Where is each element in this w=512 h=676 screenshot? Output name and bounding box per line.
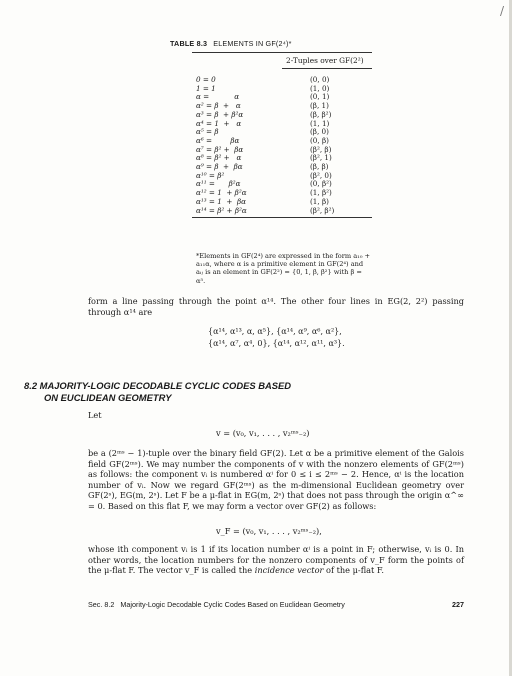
table-row-tuple: (1, 0)	[310, 83, 330, 93]
table-row-power: α⁶ = βα	[196, 135, 240, 145]
page-number: 227	[452, 600, 464, 609]
table-row-power: α² = β + α	[196, 101, 241, 111]
table-row-tuple: (β, 1)	[310, 101, 329, 111]
section-heading-line-1: 8.2 MAJORITY-LOGIC DECODABLE CYCLIC CODES BASED	[24, 380, 292, 391]
paragraph-galois-field: be a (2ᵐˢ − 1)-tuple over the binary field GF(2). Let α be a primitive element of the Galois field GF(2ᵐˢ). We may number the components of v with the nonzero elements of GF(2ᵐˢ) as follows: the component vᵢ is numbered αⁱ for 0 ≤ i ≤ 2ᵐˢ − 2. Hence, αⁱ is the location number of vᵢ. Now we regard GF(2ᵐˢ) as the m-dimensional Euclidean geometry over GF(2ˢ), EG(m, 2ˢ). Let F be a μ-flat in EG(m, 2ˢ) that does not pass through the origin α^∞ = 0. Based on this flat F, we may form a vector over GF(2) as follows:	[88, 448, 464, 511]
table-row-power: 1 = 1	[196, 83, 216, 93]
v-equation: v = (v₀, v₁, . . . , v₂ᵐˢ₋₂)	[216, 428, 310, 438]
corner-pencil-mark: /	[499, 4, 504, 18]
table-label: TABLE 8.3	[170, 39, 208, 48]
table-row-tuple: (1, β²)	[310, 188, 332, 198]
table-row-tuple: (β, β²)	[310, 109, 332, 119]
paragraph-lines-through-point: form a line passing through the point α¹⁴. The other four lines in EG(2, 2²) passing through α¹⁴ are	[88, 296, 464, 317]
table-row-power: α⁵ = β	[196, 127, 219, 137]
table-row-power: α = α	[196, 92, 240, 102]
lines-display	[208, 326, 345, 350]
table-row-power: 0 = 0	[196, 75, 216, 84]
table-row-power: α¹⁴ = β² + β²α	[196, 205, 247, 215]
lines-row-2: {α¹⁴, α⁷, α⁴, 0}, {α¹⁴, α¹², α¹¹, α³}.	[208, 339, 345, 348]
table-row-power: α⁴ = 1 + α	[196, 118, 242, 128]
table-row-power: α¹⁰ = β²	[196, 170, 225, 180]
table-column-header: 2-Tuples over GF(2²)	[286, 56, 364, 65]
incidence-vector-term: incidence vector	[254, 565, 324, 575]
table-row-power: α⁷ = β² + βα	[196, 144, 244, 154]
table-row-tuple: (β², β)	[310, 144, 332, 154]
footer-title: Majority-Logic Decodable Cyclic Codes Based on Euclidean Geometry	[120, 600, 345, 609]
table-row-tuple: (β, β)	[310, 162, 329, 172]
table-row-tuple: (0, β²)	[310, 179, 332, 189]
page-footer	[88, 600, 464, 609]
let-word: Let	[88, 410, 102, 420]
section-heading-line-2: ON EUCLIDEAN GEOMETRY	[44, 392, 172, 403]
table-row-tuple: (1, 1)	[310, 118, 330, 128]
table-title: ELEMENTS IN GF(2⁴)*	[213, 39, 292, 48]
table-row-tuple: (β², 0)	[310, 170, 332, 180]
table-row-tuple: (β², β²)	[310, 205, 335, 215]
table-bottom-rule	[192, 217, 372, 218]
table-tuple-column	[310, 76, 334, 215]
table-header-rule	[282, 68, 372, 69]
table-footnote: *Elements in GF(2⁴) are expressed in the form a₁₀ + a₁₁α, where α is a primitive element in GF(2⁴) and aᵢⱼ is an element in GF(2²) = {0, 1, β, β²} with β = α⁵.	[196, 252, 371, 285]
para3-end: of the μ-flat F.	[323, 565, 384, 575]
table-top-rule	[192, 52, 372, 53]
table-caption	[170, 39, 292, 48]
table-row-tuple: (0, 0)	[310, 75, 330, 84]
table-row-tuple: (β², 1)	[310, 153, 332, 163]
section-heading	[24, 380, 291, 404]
paragraph-incidence-vector	[88, 544, 464, 576]
table-row-tuple: (1, β)	[310, 196, 329, 206]
vf-equation: v_F = (v₀, v₁, . . . , v₂ᵐˢ₋₂),	[216, 526, 322, 536]
table-row-tuple: (0, β)	[310, 135, 329, 145]
para3-start: whose ith component vᵢ is 1 if its location number αⁱ is a point in F; otherwise, vᵢ is 0. In other words, the location numbers for the nonzero components of v_F form the points of the μ-flat F. The vector v_F is called the	[88, 544, 464, 575]
table-power-column	[196, 76, 247, 215]
table-row-tuple: (β, 0)	[310, 127, 329, 137]
table-row-power: α³ = β + β²α	[196, 109, 244, 119]
table-row-power: α⁸ = β² + α	[196, 153, 242, 163]
footer-section: Sec. 8.2	[88, 600, 115, 609]
lines-row-1: {α¹⁴, α¹³, α, α⁵}, {α¹⁴, α⁹, α⁶, α²},	[208, 327, 342, 336]
table-row-power: α⁹ = β + βα	[196, 162, 243, 172]
table-row-power: α¹³ = 1 + βα	[196, 196, 246, 206]
table-row-power: α¹¹ = β²α	[196, 179, 241, 189]
table-row-tuple: (0, 1)	[310, 92, 330, 102]
table-row-power: α¹² = 1 + β²α	[196, 188, 247, 198]
